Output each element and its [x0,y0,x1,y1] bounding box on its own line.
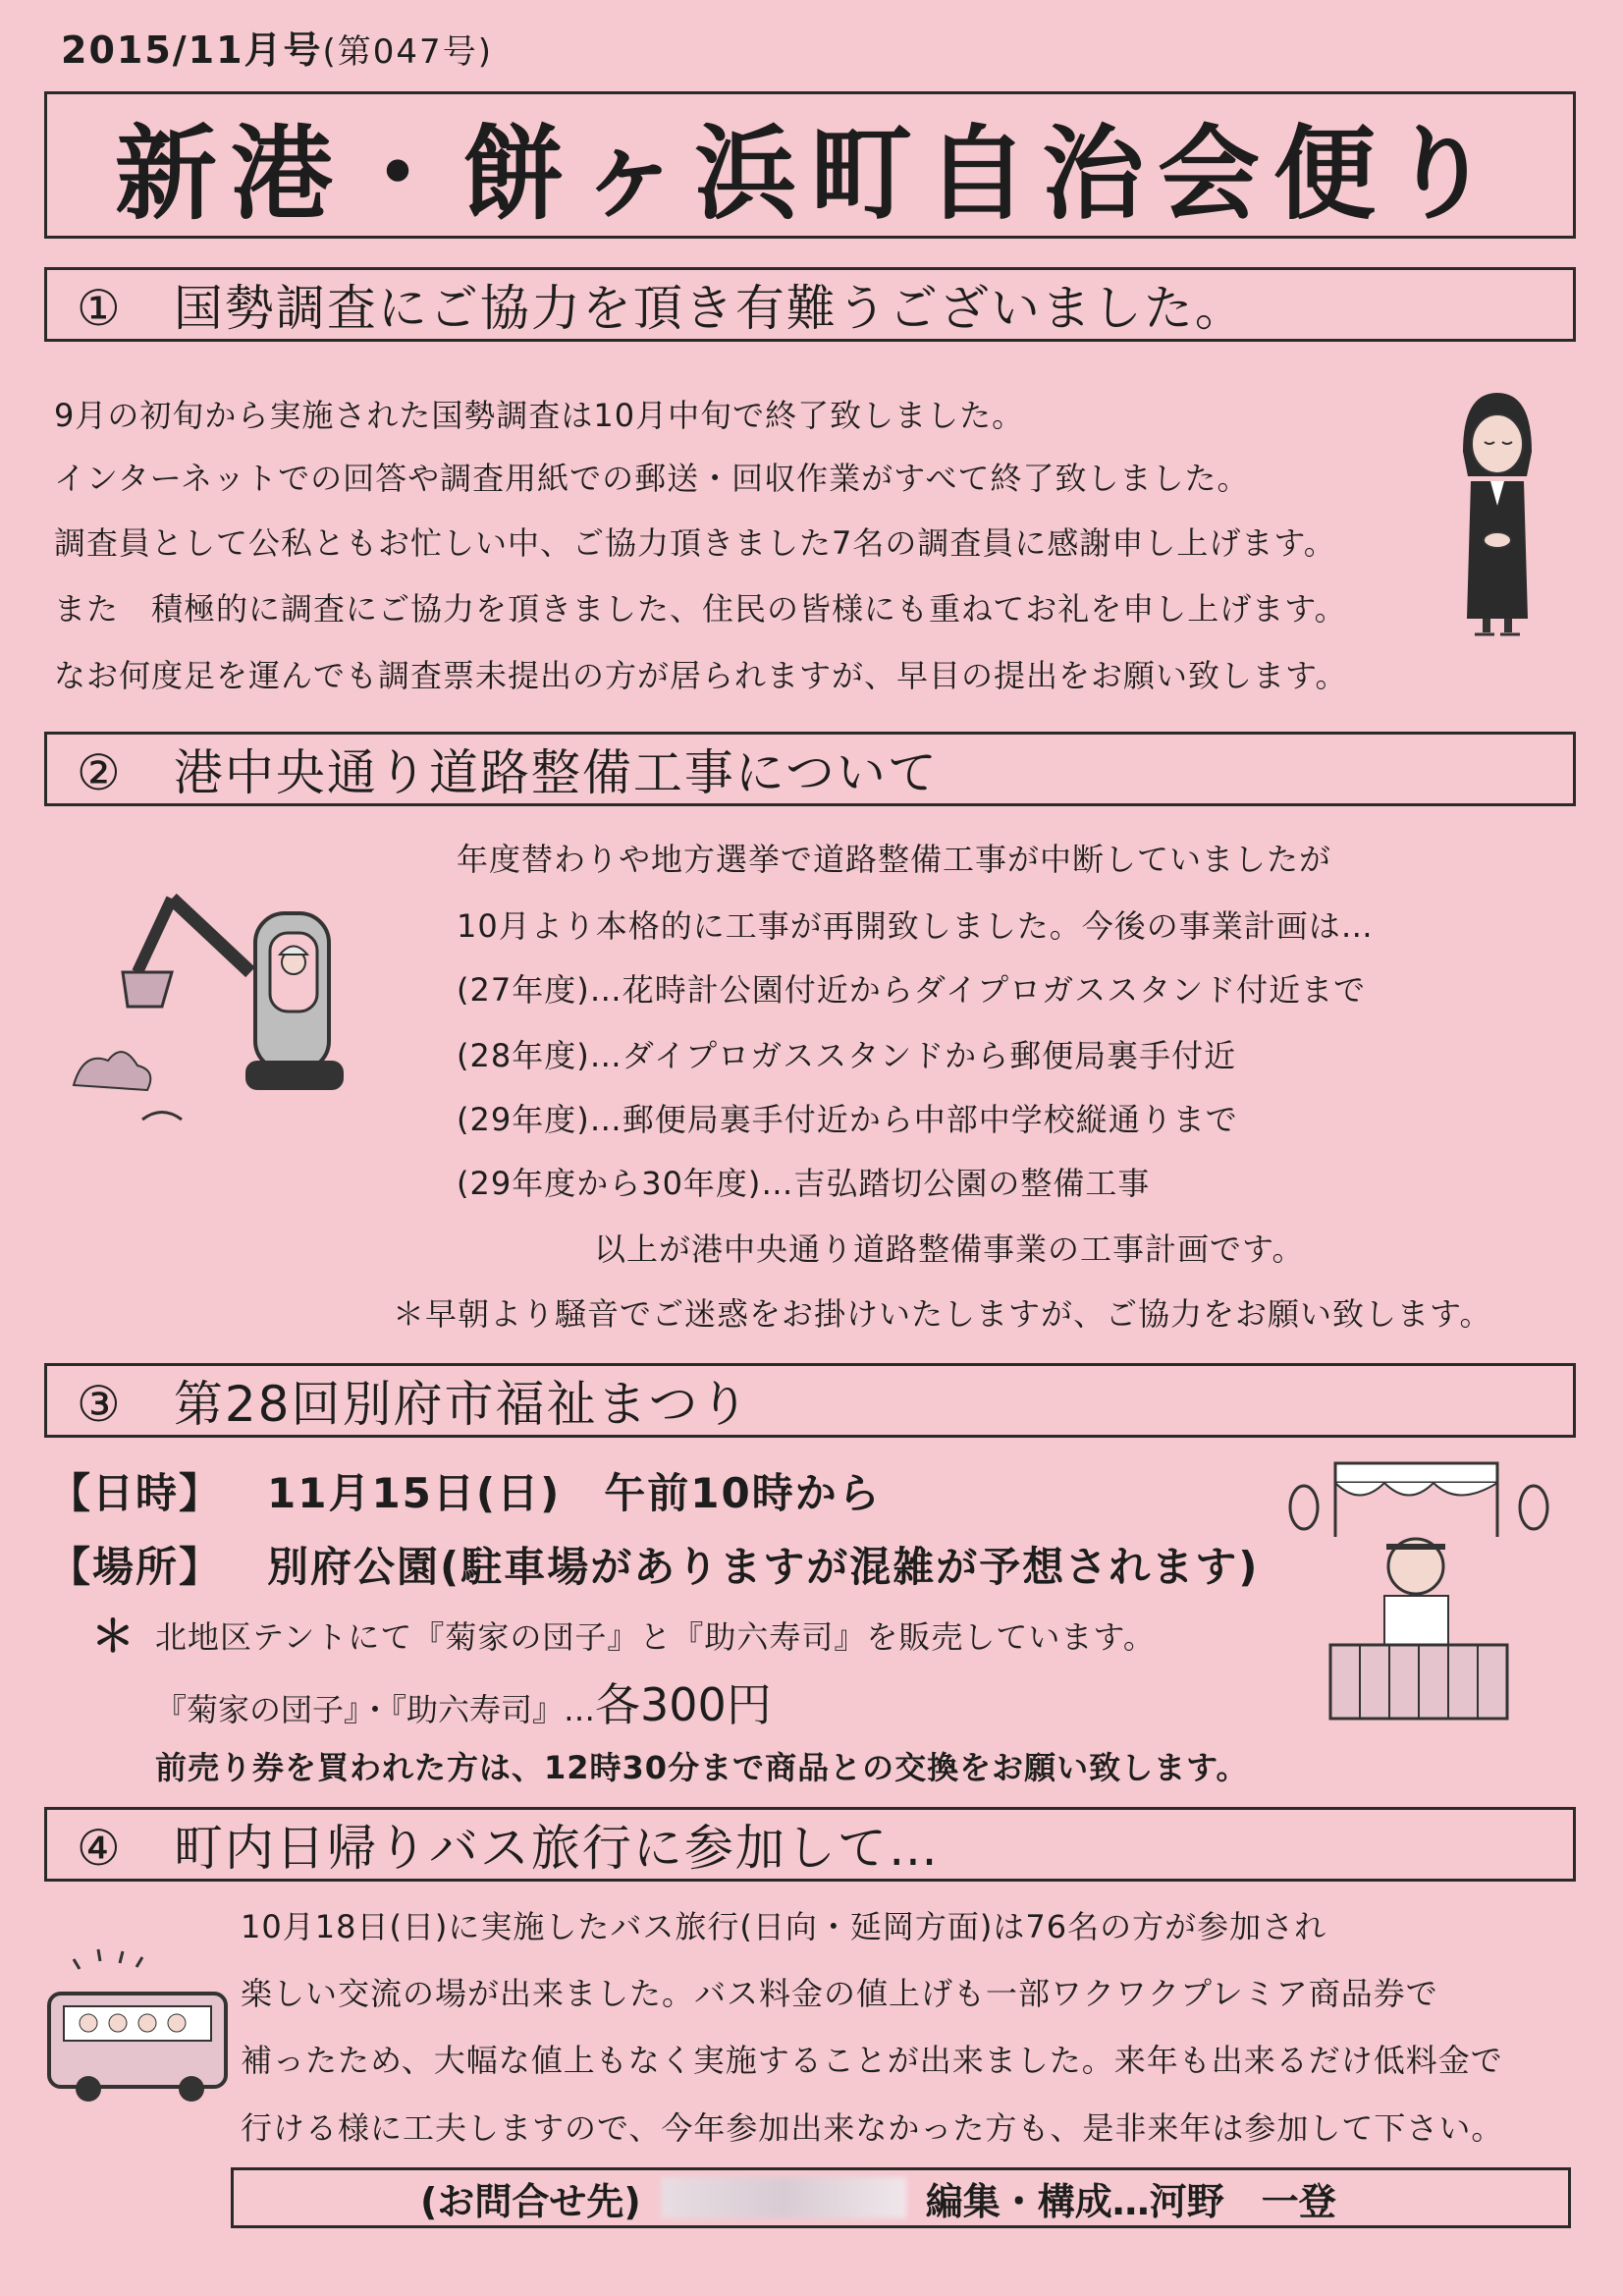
excavator-illustration [64,884,378,1139]
s2-line: 以上が港中央通り道路整備事業の工事計画です。 [594,1230,1305,1268]
s2-line: 年度替わりや地方選挙で道路整備工事が中断していましたが [457,841,1332,878]
contact-box [231,2167,1571,2228]
bowing-woman-illustration [1443,383,1551,648]
s2-line: 10月より本格的に工事が再開致しました。今後の事業計画は… [457,907,1374,945]
s2-line: (28年度)…ダイプロガススタンドから郵便局裏手付近 [457,1037,1237,1074]
s1-line: なお何度足を運んでも調査票未提出の方が居られますが、早目の提出をお願い致します。 [54,657,1348,694]
s1-line: インターネットでの回答や調査用紙での郵送・回収作業がすべて終了致しました。 [54,460,1250,497]
s3-note-line: 北地区テントにて『菊家の団子』と『助六寿司』を販売しています。 [155,1618,1156,1656]
editor-credit: 編集・構成…河野 一登 [925,2179,1336,2223]
bus-illustration [44,1940,231,2111]
date-value: 11月15日(日) 午前10時から [267,1469,882,1517]
issue-number [61,20,493,74]
s4-line: 楽しい交流の場が出来ました。バス料金の値上げも一部ワクワクプレミア商品券で [241,1975,1438,2012]
date-label: 【日時】 [49,1469,223,1517]
s1-line: 9月の初旬から実施された国勢調査は10月中旬で終了致しました。 [54,397,1025,434]
price-value: 各300円 [595,1678,772,1731]
place-value: 別府公園(駐車場がありますが混雑が予想されます) [267,1543,1260,1591]
section-2-heading: ② 港中央通り道路整備工事について [77,744,939,801]
s1-line: また 積極的に調査にご協力を頂きました、住民の皆様にも重ねてお礼を申し上げます。 [54,590,1347,628]
section-2-heading-box [44,732,1576,806]
s2-line: (27年度)…花時計公園付近からダイプロガススタンド付近まで [457,971,1367,1009]
price-line [155,1669,772,1734]
price-items: 『菊家の団子』・『助六寿司』… [155,1691,596,1728]
s4-line: 補ったため、大幅な値上もなく実施することが出来ました。来年も出来るだけ低料金で [241,2042,1503,2079]
section-1-heading: ① 国勢調査にご協力を頂き有難うございました。 [77,280,1246,337]
section-4-heading-box [44,1807,1576,1882]
s4-line: 行ける様に工夫しますので、今年参加出来なかった方も、是非来年は参加して下さい。 [241,2109,1504,2147]
newsletter-title-box [44,91,1576,239]
newsletter-title: 新港・餅ヶ浜町自治会便り [114,114,1505,234]
section-4-heading: ④ 町内日帰りバス旅行に参加して… [77,1820,940,1877]
section-1-heading-box [44,267,1576,342]
section-3-heading-box [44,1363,1576,1438]
note-mark: ＊ [91,1612,135,1662]
redacted-phone [661,2177,906,2218]
s2-note: ＊早朝より騒音でご迷惑をお掛けいたしますが、ご協力をお願い致します。 [393,1295,1492,1333]
s2-line: (29年度)…郵便局裏手付近から中部中学校縦通りまで [457,1101,1238,1138]
contact-label: (お問合せ先) [420,2179,641,2223]
section-3-heading: ③ 第28回別府市福祉まつり [77,1376,751,1433]
s1-line: 調査員として公私ともお忙しい中、ご協力頂きました7名の調査員に感謝申し上げます。 [54,524,1336,562]
s4-line: 10月18日(日)に実施したバス旅行(日向・延岡方面)は76名の方が参加され [241,1908,1327,1945]
festival-stall-illustration [1276,1449,1571,1733]
place-label: 【場所】 [49,1543,223,1591]
s2-line: (29年度から30年度)…吉弘踏切公園の整備工事 [457,1165,1151,1202]
issue-main: 2015/11月号 [61,28,323,72]
s3-note-line: 前売り券を買われた方は、12時30分まで商品との交換をお願い致します。 [155,1749,1249,1786]
issue-sub: (第047号) [322,32,493,72]
